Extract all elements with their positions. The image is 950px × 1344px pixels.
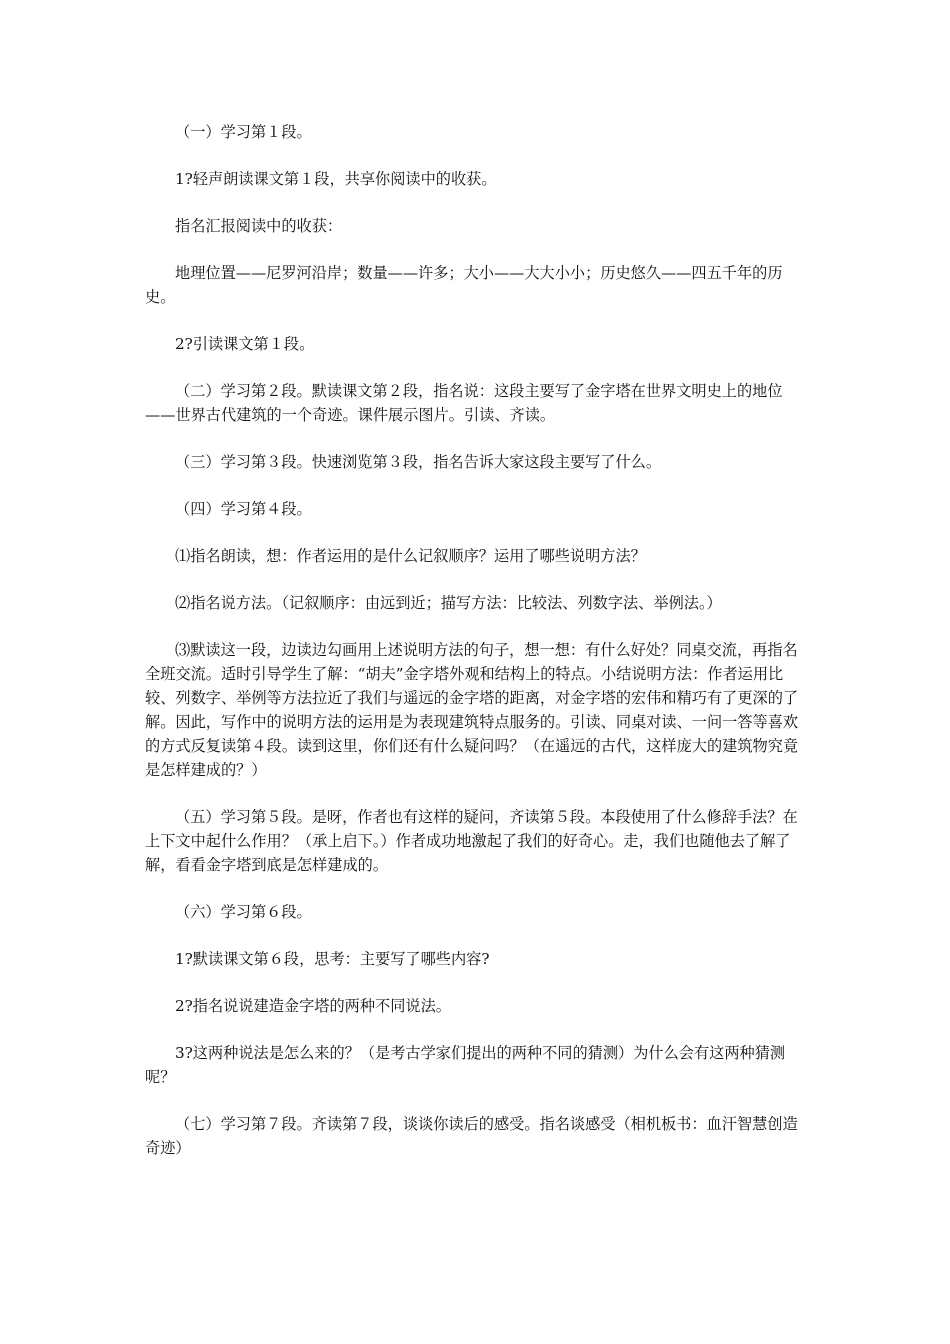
section-6-step-2: 2?指名说说建造金字塔的两种不同说法。 bbox=[175, 997, 451, 1015]
section-5: （五）学习第５段。是呀，作者也有这样的疑问，齐读第５段。本段使用了什么修辞手法？在上下文中起什么作用？（承上启下。）作者成功地激起了我们的好奇心。走，我们也随他去了解了解，看看金字塔到底是怎样建成的。 bbox=[145, 808, 798, 874]
document-body bbox=[145, 120, 805, 1183]
section-6-step-1: 1?默读课文第６段，思考：主要写了哪些内容? bbox=[175, 950, 490, 968]
section-2: （二）学习第２段。默读课文第２段，指名说：这段主要写了金字塔在世界文明史上的地位——世界古代建筑的一个奇迹。课件展示图片。引读、齐读。 bbox=[145, 382, 783, 424]
section-4-heading: （四）学习第４段。 bbox=[175, 500, 312, 518]
paragraph-1-report: 指名汇报阅读中的收获： bbox=[175, 217, 343, 235]
section-4-item-3: ⑶默读这一段，边读边勾画用上述说明方法的句子，想一想：有什么好处？同桌交流，再指名全班交流。适时引导学生了解：“胡夫”金字塔外观和结构上的特点。小结说明方法：作者运用比较、列数字、举例等方法拉近了我们与遥远的金字塔的距离，对金字塔的宏伟和精巧有了更深的了解。因此，写作中的说明方法的运用是为表现建筑特点服务的。引读、同桌对读、一问一答等喜欢的方式反复读第４段。读到这里，你们还有什么疑问吗？（在遥远的古代，这样庞大的建筑物究竟是怎样建成的？） bbox=[145, 641, 799, 779]
section-7: （七）学习第７段。齐读第７段，谈谈你读后的感受。指名谈感受（相机板书：血汗智慧创造奇迹） bbox=[145, 1115, 798, 1157]
section-6-heading: （六）学习第６段。 bbox=[175, 903, 312, 921]
section-6-step-3: 3?这两种说法是怎么来的？（是考古学家们提出的两种不同的猜测）为什么会有这两种猜测呢？ bbox=[145, 1044, 786, 1086]
paragraph-1-summary: 地理位置——尼罗河沿岸；数量——许多；大小——大大小小；历史悠久——四五千年的历史。 bbox=[145, 264, 783, 306]
section-3: （三）学习第３段。快速浏览第３段，指名告诉大家这段主要写了什么。 bbox=[175, 453, 661, 471]
paragraph-1-step-2: 2?引读课文第１段。 bbox=[175, 335, 315, 353]
paragraph-1-step-1: 1?轻声朗读课文第１段，共享你阅读中的收获。 bbox=[175, 170, 497, 188]
section-4-item-2: ⑵指名说方法。（记叙顺序：由远到近；描写方法：比较法、列数字法、举例法。） bbox=[175, 594, 722, 612]
section-1-heading: （一）学习第１段。 bbox=[175, 123, 312, 141]
section-4-item-1: ⑴指名朗读，想：作者运用的是什么记叙顺序？运用了哪些说明方法？ bbox=[175, 547, 646, 565]
